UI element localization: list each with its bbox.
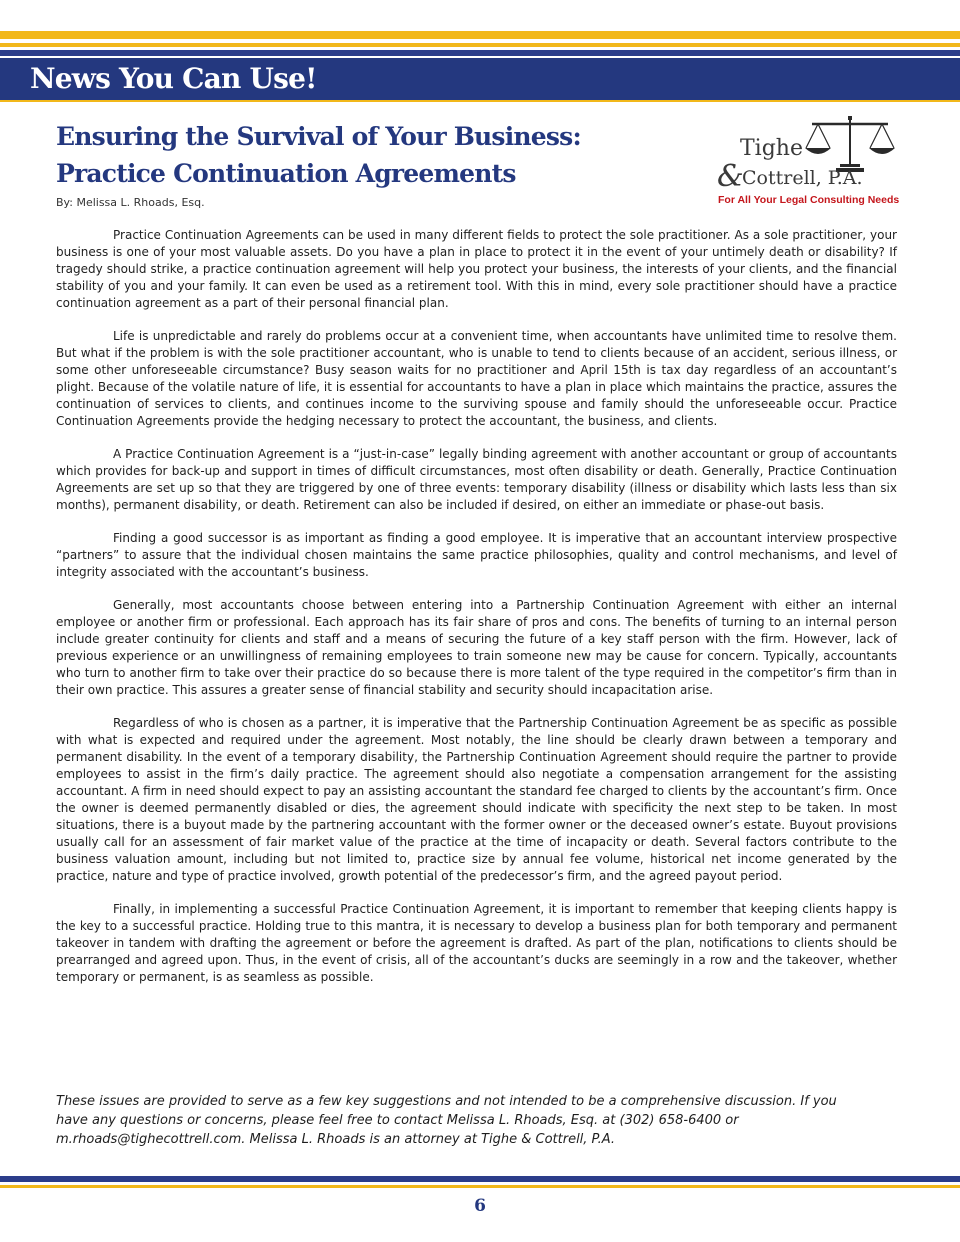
banner-title: News You Can Use! xyxy=(30,62,317,95)
gold-stripe xyxy=(0,31,960,39)
gold-stripe xyxy=(0,1185,960,1188)
paragraph: Generally, most accountants choose between entering into a Partnership Continuation Agreement with either an internal employee or another firm or professional. Each approach has its fair share of pros and cons. The benefits of turning to an internal person include greater continuity for clients and staff and a means of securing the future of a key staff person with the firm. However, lack of previous experience or an unwillingness of remaining employees to train someone new may be cause for concern. Typically, accountants who turn to another firm to take over their practice do so because there is more talent of the type required in the competitor’s firm than in their own practice. This assures a greater sense of financial stability and security should incapacitation arise. xyxy=(56,598,897,697)
section-banner xyxy=(0,58,960,102)
byline: By: Melissa L. Rhoads, Esq. xyxy=(56,196,205,209)
firm-logo xyxy=(712,110,912,210)
paragraph: Finally, in implementing a successful Practice Continuation Agreement, it is important to remember that keeping clients happy is the key to a successful practice. Holding true to this mantra, it is necessary to develop a business plan for both temporary and permanent takeover in tandem with drafting the agreement or before the agreement is drafted. As part of the plan, notifications to clients should be prearranged and agreed upon. Thus, in the event of crisis, all of the accountant’s ducks are seemingly in a row and the takeover, whether temporary or permanent, is as seamless as possible. xyxy=(56,902,897,984)
logo-tagline: For All Your Legal Consulting Needs xyxy=(718,194,900,206)
article-body xyxy=(56,227,897,1002)
disclaimer: These issues are provided to serve as a few key suggestions and not intended to be a comprehensive discussion. If you have any questions or concerns, please feel free to contact Melissa L. Rhoads, Esq. at (302) 658-6400 or m.rhoads@tighecottrell.com. Melissa L. Rhoads is an attorney at Tighe & Cottrell, P.A. xyxy=(56,1094,837,1147)
logo-ampersand: & xyxy=(717,159,744,194)
article-title xyxy=(56,118,656,192)
logo-name-line-1: Tighe xyxy=(740,136,803,161)
page-number: 6 xyxy=(474,1196,486,1216)
paragraph: Finding a good successor is as important as finding a good employee. It is imperative that an accountant interview prospective “partners” to assure that the individual chosen maintains the same practice philosophies, quality and control mechanisms, and level of integrity associated with the accountant’s business. xyxy=(56,531,897,579)
logo-name-line-2: Cottrell, P.A. xyxy=(742,167,863,189)
paragraph: Life is unpredictable and rarely do problems occur at a convenient time, when accountants have unlimited time to resolve them. But what if the problem is with the sole practitioner accountant, who is unable to tend to clients because of an accident, serious illness, or some other unforeseeable circumstance? Busy season waits for no practitioner and April 15th is tax day regardless of an accountant’s plight. Because of the volatile nature of life, it is essential for accountants to have a plan in place which maintains the practice, assures the continuation of services to clients, and continues income to the surviving spouse and family should the unforeseeable occur. Practice Continuation Agreements provide the hedging necessary to protect the accountant, the business, and clients. xyxy=(56,329,897,428)
paragraph: A Practice Continuation Agreement is a “just-in-case” legally binding agreement with another accountant or group of accountants which provides for back-up and support in times of difficult circumstances, most often disability or death. Generally, Practice Continuation Agreements are set up so that they are triggered by one of three events: temporary disability (illness or disability which lasts less than six months), permanent disability, or death. Retirement can also be included if desired, on either an immediate or phase-out basis. xyxy=(56,447,897,512)
gold-stripe-thin xyxy=(0,43,960,47)
scales-of-justice-icon xyxy=(804,114,896,174)
article-title-line-2: Practice Continuation Agreements xyxy=(56,159,516,188)
paragraph: Practice Continuation Agreements can be used in many different fields to protect the sole practitioner. As a sole practitioner, your business is one of your most valuable assets. Do you have a plan in place to protect it in the event of your untimely death or disability? If tragedy should strike, a practice continuation agreement will help you protect your business, the interests of your clients, and the financial stability of you and your family. It can even be used as a retirement tool. With this in mind, every sole practitioner should have a practice continuation agreement as a part of their personal financial plan. xyxy=(56,228,897,310)
bottom-decorative-stripes xyxy=(0,1168,960,1188)
article-title-line-1: Ensuring the Survival of Your Business: xyxy=(56,122,581,151)
blue-stripe xyxy=(0,1176,960,1182)
top-decorative-stripes xyxy=(0,0,960,56)
paragraph: Regardless of who is chosen as a partner, it is imperative that the Partnership Continuation Agreement be as specific as possible with what is expected and required under the agreement. Most notably, the line should be clearly drawn between a temporary and permanent disability. In the event of a temporary disability, the Partnership Continuation Agreement should require the partner to provide employees to assist in the firm’s daily practice. The agreement should also negotiate a compensation arrangement for the assisting accountant. A firm in need should expect to pay an assisting accountant the standard fee charged to clients by the accountant’s firm. Once the owner is deemed permanently disabled or dies, the agreement should indicate with specificity the next step to be taken. In most situations, there is a buyout made by the partnering accountant with the former owner or the deceased owner’s estate. Buyout provisions usually call for an assessment of fair market value of the practice at the time of incapacity or death. Several factors contribute to the business valuation amount, including but not limited to, practice size by annual fee volume, historical net income generated by the practice, nature and type of practice involved, growth potential of the predecessor’s firm, and the agreed payout period. xyxy=(56,716,897,883)
blue-stripe xyxy=(0,50,960,56)
